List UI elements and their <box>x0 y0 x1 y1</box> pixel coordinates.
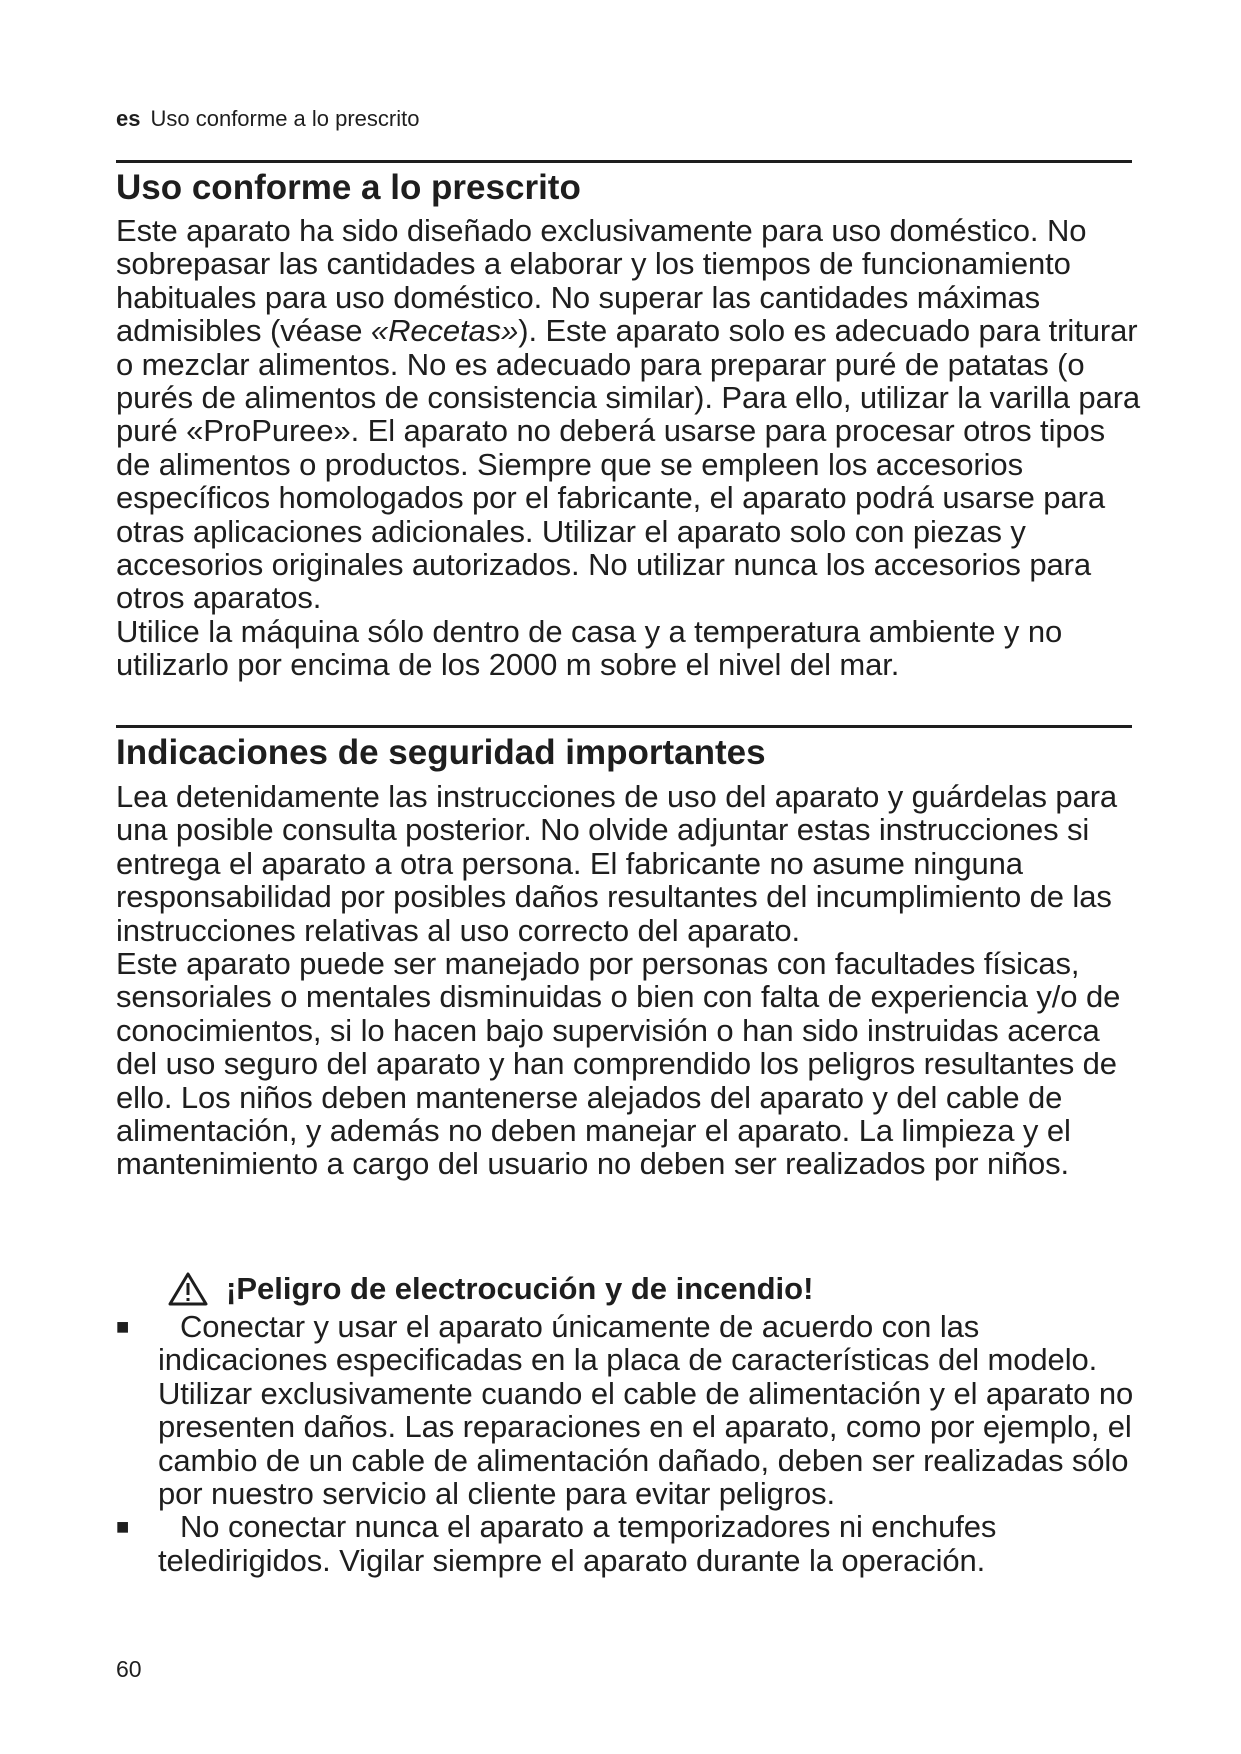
language-code: es <box>116 106 141 131</box>
page-number: 60 <box>116 1656 142 1682</box>
list-item: ■ Conectar y usar el aparato únicamente de acuerdo con las indicaciones especificadas en la placa de características del modelo. Utilizar exclusivamente cuando el cable de alimentación y el aparato no presenten daños. Las reparaciones en el aparato, como por ejemplo, el cambio de un cable de alimentación dañado, deben ser realizadas sólo por nuestro servicio al cliente para evitar peligros. <box>116 1309 1134 1512</box>
section-title-intended-use: Uso conforme a lo prescrito <box>116 168 581 207</box>
safety-paragraph-persons: Este aparato puede ser manejado por personas con facultades físicas, sensoriales o mentales disminuidas o bien con falta de experiencia y/o de conocimientos, si lo hacen bajo supervisión o han sido instruidas acerca del uso seguro del aparato y han comprendido los peligros resultantes de ello. Los niños deben mantenerse alejados del aparato y del cable de alimentación, y además no deben manejar el aparato. La limpieza y el mantenimiento a cargo del usuario no deben ser realizados por niños. <box>116 946 1121 1182</box>
section-title-safety: Indicaciones de seguridad importantes <box>116 733 766 772</box>
intended-use-paragraph: Este aparato ha sido diseñado exclusivamente para uso doméstico. No sobrepasar las cantidades a elaborar y los tiempos de funcionamiento habituales para uso doméstico. No superar las cantidades máximas admisibles (véase «Recetas»). Este aparato solo es adecuado para triturar o mezclar alimentos. No es adecuado para preparar puré de patatas (o purés de alimentos de consistencia similar). Para ello, utilizar la varilla para puré «ProPuree». El aparato no deberá usarse para procesar otros tipos de alimentos o productos. Siempre que se empleen los accesorios específicos homologados por el fabricante, el aparato podrá usarse para otras aplicaciones adicionales. Utilizar el aparato solo con piezas y accesorios originales autorizados. No utilizar nunca los accesorios para otros aparatos. <box>116 213 1141 616</box>
warning-triangle-icon <box>168 1272 208 1306</box>
list-item: ■ No conectar nunca el aparato a temporizadores ni enchufes teledirigidos. Vigilar siempre el aparato durante la operación. <box>116 1509 997 1578</box>
section-divider <box>116 160 1132 163</box>
running-header <box>116 106 419 132</box>
safety-body <box>116 780 1146 1181</box>
intended-use-body <box>116 214 1146 682</box>
warning-heading <box>168 1270 813 1308</box>
altitude-paragraph: Utilice la máquina sólo dentro de casa y a temperatura ambiente y no utilizarlo por encima de los 2000 m sobre el nivel del mar. <box>116 613 1063 683</box>
bullet-square-icon: ■ <box>116 1314 130 1339</box>
header-section-title: Uso conforme a lo prescrito <box>150 106 420 131</box>
section-divider <box>116 725 1132 728</box>
bullet-square-icon: ■ <box>116 1514 130 1540</box>
warning-title: ¡Peligro de electrocución y de incendio! <box>226 1271 814 1306</box>
recipes-reference: «Recetas» <box>370 313 519 349</box>
safety-paragraph-instructions: Lea detenidamente las instrucciones de uso del aparato y guárdelas para una posible consulta posterior. No olvide adjuntar estas instrucciones si entrega el aparato a otra persona. El fabricante no asume ninguna responsabilidad por posibles daños resultantes del incumplimiento de las instrucciones relativas al uso correcto del aparato. <box>116 779 1118 948</box>
safety-bullet-list <box>116 1310 1146 1577</box>
